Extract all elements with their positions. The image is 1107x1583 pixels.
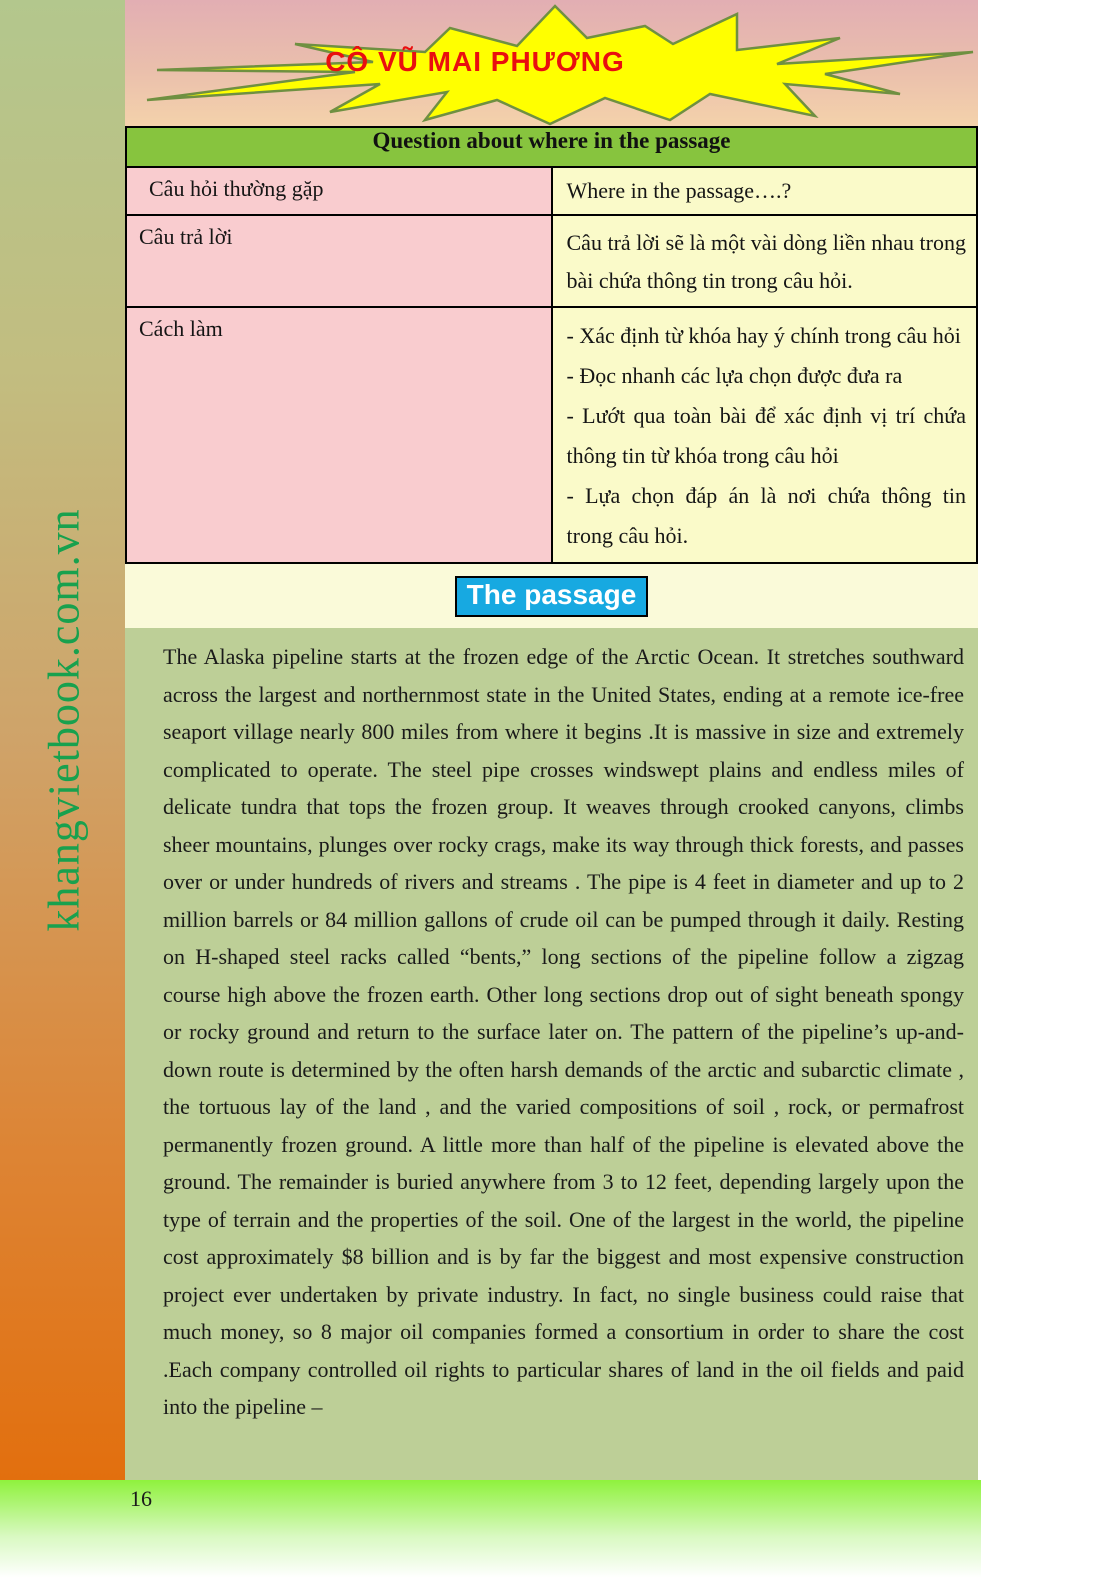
table-header: Question about where in the passage — [126, 127, 977, 167]
footer-bar — [0, 1480, 981, 1583]
method-step: - Lựa chọn đáp án là nơi chứa thông tin trong câu hỏi. — [566, 483, 966, 548]
table-row — [126, 307, 977, 563]
row-label — [126, 215, 552, 307]
row-label — [126, 167, 552, 215]
row-value — [552, 307, 978, 563]
method-step: - Lướt qua toàn bài để xác định vị trí chứa thông tin từ khóa trong câu hỏi — [566, 403, 966, 468]
row-value — [552, 215, 978, 307]
page-content — [125, 0, 978, 1480]
row-label-text: Câu hỏi thường gặp — [149, 176, 324, 201]
table-row — [126, 215, 977, 307]
row-label-text: Cách làm — [139, 316, 223, 341]
row-value-text: Where in the passage….? — [566, 178, 792, 203]
table-row — [126, 167, 977, 215]
passage-title: The passage — [455, 576, 649, 617]
banner-title: CÔ VŨ MAI PHƯƠNG — [325, 46, 625, 77]
passage-header-strip — [125, 564, 978, 628]
method-step: - Đọc nhanh các lựa chọn được đưa ra — [566, 363, 903, 388]
method-step: - Xác định từ khóa hay ý chính trong câu hỏi — [566, 323, 961, 348]
row-value — [552, 167, 978, 215]
passage-body — [125, 628, 978, 1529]
left-margin-gradient — [0, 0, 125, 1480]
banner — [125, 0, 978, 126]
watermark-text: khangvietbook.com.vn — [39, 508, 89, 932]
question-type-table — [125, 126, 978, 564]
row-label-text: Câu trả lời — [139, 224, 233, 249]
row-label — [126, 307, 552, 563]
passage-text: The Alaska pipeline starts at the frozen edge of the Arctic Ocean. It stretches southward across the largest and northernmost state in the United States, ending at a remote ice-free seaport village nearly 800 miles from where it begins .It is massive in size and extremely complicated to operate. The steel pipe crosses windswept plains and endless miles of delicate tundra that tops the frozen group. It weaves through crooked canyons, climbs sheer mountains, plunges over rocky crags, make its way through thick forests, and passes over or under hundreds of rivers and streams . The pipe is 4 feet in diameter and up to 2 million barrels or 84 million gallons of crude oil can be pumped through it daily. Resting on H-shaped steel racks called “bents,” long sections of the pipeline follow a zigzag course high above the frozen earth. Other long sections drop out of sight beneath spongy or rocky ground and return to the surface later on. The pattern of the pipeline’s up-and-down route is determined by the often harsh demands of the arctic and subarctic climate , the tortuous lay of the land , and the varied compositions of soil , rock, or permafrost permanently frozen ground. A little more than half of the pipeline is elevated above the ground. The remainder is buried anywhere from 3 to 12 feet, depending largely upon the type of terrain and the properties of the soil. One of the largest in the world, the pipeline cost approximately $8 billion and is by far the biggest and most expensive construction project ever undertaken by private industry. In fact, no single business could raise that much money, so 8 major oil companies formed a consortium in order to share the cost .Each company controlled oil rights to particular shares of land in the oil fields and paid into the pipeline – — [163, 644, 964, 1419]
row-value-text: Câu trả lời sẽ là một vài dòng liền nhau trong bài chứa thông tin trong câu hỏi. — [566, 230, 966, 293]
page-number: 16 — [130, 1486, 152, 1511]
